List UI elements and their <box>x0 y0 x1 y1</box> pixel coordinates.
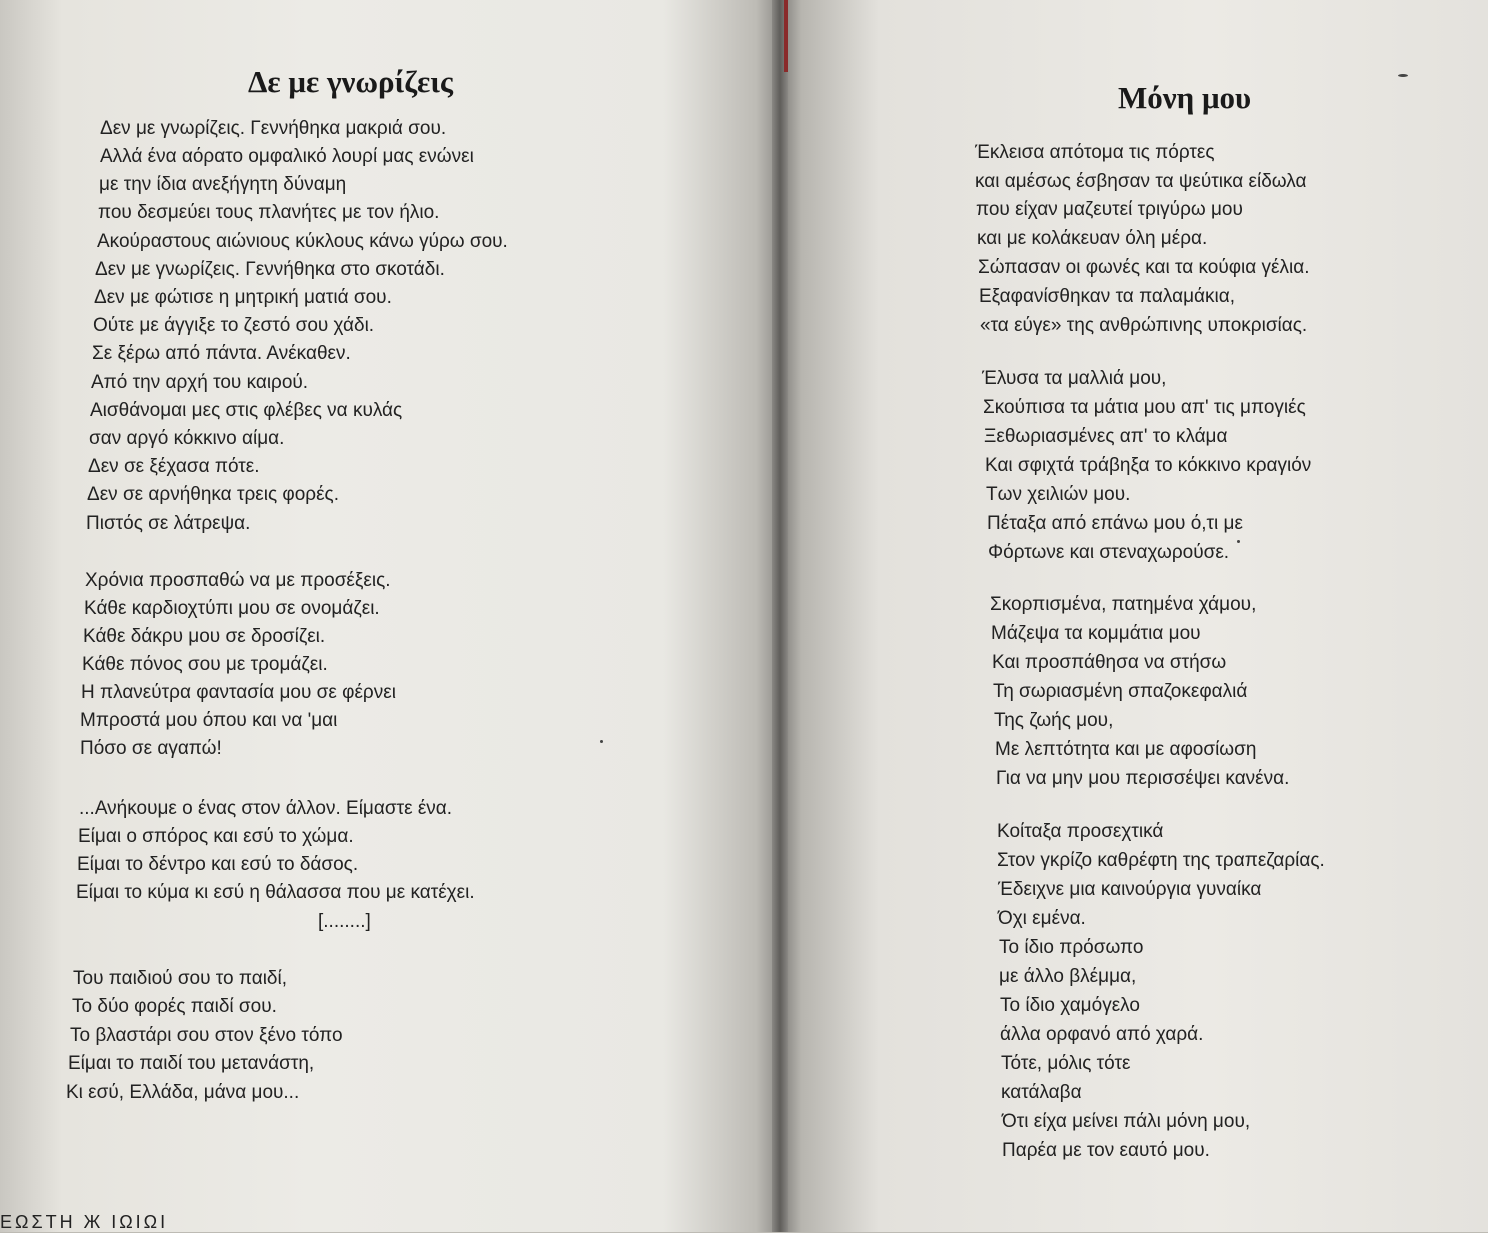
left-poem-line: Είμαι το δέντρο και εσύ το δάσος. <box>77 854 359 875</box>
right-poem-title: Μόνη μου <box>1118 80 1252 115</box>
left-poem-line: Από την αρχή του καιρού. <box>91 372 309 393</box>
right-poem-line: και με κολάκευαν όλη μέρα. <box>977 228 1208 249</box>
ink-speck <box>1398 74 1408 77</box>
left-poem-line: Δεν σε ξέχασα πότε. <box>88 456 260 477</box>
left-poem-line: Κάθε πόνος σου με τρομάζει. <box>82 654 328 675</box>
left-poem-line: Είμαι ο σπόρος και εσύ το χώμα. <box>78 826 354 847</box>
right-poem-line: Τότε, μόλις τότε <box>1001 1053 1131 1074</box>
ink-speck <box>600 740 603 743</box>
ink-speck <box>1237 540 1240 543</box>
right-poem-line: Κοίταξα προσεχτικά <box>997 821 1164 842</box>
book-spine <box>772 0 788 1232</box>
left-poem-line: Ούτε με άγγιξε το ζεστό σου χάδι. <box>93 315 375 336</box>
right-poem-line: Ότι είχα μείνει πάλι μόνη μου, <box>1002 1111 1251 1132</box>
left-poem-line: Του παιδιού σου το παιδί, <box>73 968 288 989</box>
left-poem-line: Κι εσύ, Ελλάδα, μάνα μου... <box>66 1082 300 1103</box>
left-poem-line: Δεν με γνωρίζεις. Γεννήθηκα μακριά σου. <box>100 118 447 139</box>
right-poem-line: Το ίδιο πρόσωπο <box>999 937 1144 958</box>
right-poem-line: Τη σωριασμένη σπαζοκεφαλιά <box>993 681 1248 702</box>
right-poem-line: Ξεθωριασμένες απ' το κλάμα <box>984 426 1228 447</box>
right-poem-line: Για να μην μου περισσέψει κανένα. <box>996 768 1290 789</box>
left-poem-line: Δεν σε αρνήθηκα τρεις φορές. <box>87 484 339 505</box>
right-poem-line: Το ίδιο χαμόγελο <box>1000 995 1140 1016</box>
left-poem-line: που δεσμεύει τους πλανήτες με τον ήλιο. <box>98 202 440 223</box>
left-poem-line: Είμαι το παιδί του μετανάστη, <box>68 1053 315 1074</box>
left-poem-line: Δεν με φώτισε η μητρική ματιά σου. <box>94 287 392 308</box>
left-poem-line: Είμαι το κύμα κι εσύ η θάλασσα που με κατέχει. <box>76 882 475 903</box>
left-poem-line: Αισθάνομαι μες στις φλέβες να κυλάς <box>90 400 403 421</box>
right-poem-line: Έδειχνε μια καινούργια γυναίκα <box>998 879 1262 900</box>
left-poem-line: Ακούραστους αιώνιους κύκλους κάνω γύρω σου. <box>97 231 508 252</box>
right-poem-line: Έκλεισα απότομα τις πόρτες <box>975 142 1215 163</box>
right-poem-line: άλλα ορφανό από χαρά. <box>1000 1024 1204 1045</box>
right-poem-line: Σκορπισμένα, πατημένα χάμου, <box>990 594 1257 615</box>
left-poem-line: Αλλά ένα αόρατο ομφαλικό λουρί μας ενώνει <box>100 146 474 167</box>
right-poem-line: Σώπασαν οι φωνές και τα κούφια γέλια. <box>978 257 1310 278</box>
right-poem-line: Με λεπτότητα και με αφοσίωση <box>995 739 1257 760</box>
left-poem-line: σαν αργό κόκκινο αίμα. <box>89 428 285 449</box>
right-poem-line: «τα εύγε» της ανθρώπινης υποκρισίας. <box>980 315 1308 336</box>
left-poem-line: με την ίδια ανεξήγητη δύναμη <box>99 174 347 195</box>
left-poem-line: Κάθε καρδιοχτύπι μου σε ονομάζει. <box>84 598 380 619</box>
left-poem-line: Το δύο φορές παιδί σου. <box>72 996 277 1017</box>
left-poem-line: Η πλανεύτρα φαντασία μου σε φέρνει <box>81 682 396 703</box>
left-poem-line: Σε ξέρω από πάντα. Ανέκαθεν. <box>92 343 351 364</box>
right-poem-line: Και σφιχτά τράβηξα το κόκκινο κραγιόν <box>985 455 1312 476</box>
left-poem-line: ...Ανήκουμε ο ένας στον άλλον. Είμαστε ένα. <box>79 798 453 819</box>
cropped-footer-text: ΕΩΣΤΗ Ж ΙΩΙΩΙ <box>0 1212 169 1232</box>
left-poem-title: Δε με γνωρίζεις <box>248 64 453 99</box>
right-poem-line: Στον γκρίζο καθρέφτη της τραπεζαρίας. <box>997 850 1325 871</box>
left-poem-line: [........] <box>318 911 371 932</box>
right-poem-line: Σκούπισα τα μάτια μου απ' τις μπογιές <box>983 397 1306 418</box>
left-poem-line: Κάθε δάκρυ μου σε δροσίζει. <box>83 626 326 647</box>
right-poem-line: Και προσπάθησα να στήσω <box>992 652 1227 673</box>
right-poem-line: και αμέσως έσβησαν τα ψεύτικα είδωλα <box>975 171 1307 192</box>
right-poem-line: Όχι εμένα. <box>998 908 1086 929</box>
left-poem-line: Μπροστά μου όπου και να 'μαι <box>80 710 338 731</box>
right-poem-line: με άλλο βλέμμα, <box>999 966 1137 987</box>
right-poem-line: κατάλαβα <box>1001 1082 1082 1103</box>
right-poem-line: Έλυσα τα μαλλιά μου, <box>982 368 1167 389</box>
left-poem-line: Πιστός σε λάτρεψα. <box>86 513 251 534</box>
right-poem-line: Μάζεψα τα κομμάτια μου <box>991 623 1201 644</box>
left-poem-line: Πόσο σε αγαπώ! <box>80 738 222 759</box>
left-poem-line: Δεν με γνωρίζεις. Γεννήθηκα στο σκοτάδι. <box>95 259 445 280</box>
right-poem-line: Των χειλιών μου. <box>986 484 1131 505</box>
right-poem-line: Παρέα με τον εαυτό μου. <box>1002 1140 1210 1161</box>
right-poem-line: Φόρτωνε και στεναχωρούσε. <box>988 542 1230 563</box>
left-poem-line: Το βλαστάρι σου στον ξένο τόπο <box>70 1025 343 1046</box>
right-poem-line: Πέταξα από επάνω μου ό,τι με <box>987 513 1243 534</box>
left-poem-line: Χρόνια προσπαθώ να με προσέξεις. <box>85 570 391 591</box>
right-poem-line: Εξαφανίσθηκαν τα παλαμάκια, <box>979 286 1236 307</box>
right-poem-line: Της ζωής μου, <box>994 710 1114 731</box>
right-poem-line: που είχαν μαζευτεί τριγύρω μου <box>976 199 1243 220</box>
spine-ribbon <box>784 0 788 72</box>
